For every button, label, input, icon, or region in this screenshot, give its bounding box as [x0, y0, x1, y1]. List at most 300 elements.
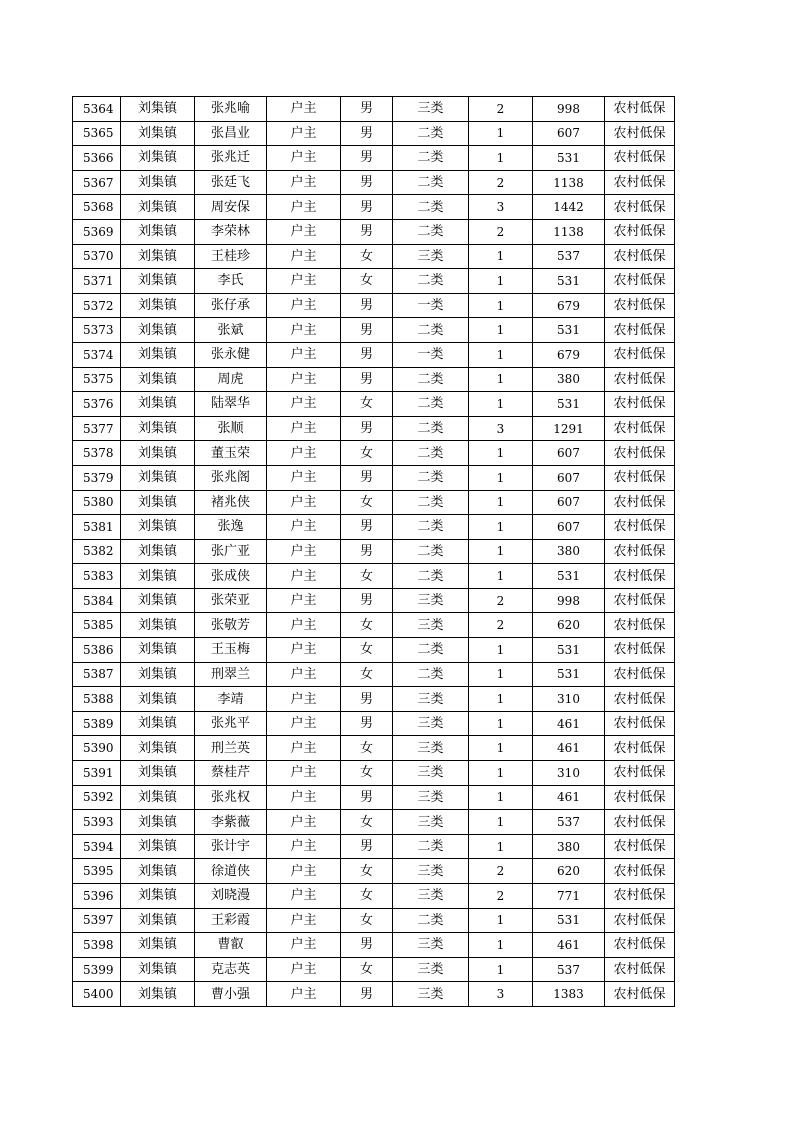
cell-township: 刘集镇	[121, 244, 195, 269]
cell-amount: 679	[533, 342, 605, 367]
cell-household-size: 1	[469, 957, 533, 982]
table-row	[73, 761, 675, 786]
cell-row-id: 5382	[73, 539, 121, 564]
cell-gender: 女	[341, 490, 393, 515]
table-row	[73, 244, 675, 269]
cell-township: 刘集镇	[121, 933, 195, 958]
cell-amount: 1138	[533, 219, 605, 244]
cell-relation: 户主	[267, 933, 341, 958]
cell-township: 刘集镇	[121, 170, 195, 195]
cell-gender: 男	[341, 195, 393, 220]
cell-name: 周安保	[195, 195, 267, 220]
cell-name: 张廷飞	[195, 170, 267, 195]
cell-amount: 607	[533, 121, 605, 146]
cell-household-size: 2	[469, 884, 533, 909]
cell-household-size: 1	[469, 834, 533, 859]
cell-relation: 户主	[267, 465, 341, 490]
cell-relation: 户主	[267, 761, 341, 786]
cell-amount: 531	[533, 146, 605, 171]
cell-category: 三类	[393, 613, 469, 638]
cell-relation: 户主	[267, 342, 341, 367]
cell-assistance-type: 农村低保	[605, 97, 675, 122]
cell-household-size: 1	[469, 465, 533, 490]
cell-category: 二类	[393, 318, 469, 343]
cell-gender: 男	[341, 170, 393, 195]
cell-household-size: 1	[469, 933, 533, 958]
cell-category: 二类	[393, 465, 469, 490]
cell-relation: 户主	[267, 908, 341, 933]
cell-household-size: 1	[469, 392, 533, 417]
cell-relation: 户主	[267, 121, 341, 146]
cell-gender: 女	[341, 662, 393, 687]
cell-gender: 男	[341, 465, 393, 490]
cell-category: 三类	[393, 859, 469, 884]
cell-name: 张计宇	[195, 834, 267, 859]
cell-category: 二类	[393, 490, 469, 515]
cell-amount: 380	[533, 539, 605, 564]
cell-row-id: 5384	[73, 588, 121, 613]
cell-assistance-type: 农村低保	[605, 392, 675, 417]
cell-name: 王玉梅	[195, 638, 267, 663]
cell-category: 二类	[393, 121, 469, 146]
cell-household-size: 1	[469, 785, 533, 810]
cell-category: 二类	[393, 269, 469, 294]
table-row	[73, 908, 675, 933]
cell-assistance-type: 农村低保	[605, 318, 675, 343]
cell-relation: 户主	[267, 219, 341, 244]
cell-relation: 户主	[267, 441, 341, 466]
cell-gender: 女	[341, 564, 393, 589]
table-row	[73, 515, 675, 540]
table-row	[73, 195, 675, 220]
cell-amount: 310	[533, 687, 605, 712]
cell-assistance-type: 农村低保	[605, 269, 675, 294]
table-row	[73, 834, 675, 859]
cell-row-id: 5397	[73, 908, 121, 933]
table-row	[73, 859, 675, 884]
cell-relation: 户主	[267, 564, 341, 589]
cell-township: 刘集镇	[121, 785, 195, 810]
table-row	[73, 465, 675, 490]
cell-gender: 男	[341, 367, 393, 392]
cell-relation: 户主	[267, 146, 341, 171]
cell-name: 克志英	[195, 957, 267, 982]
cell-amount: 771	[533, 884, 605, 909]
cell-amount: 607	[533, 490, 605, 515]
cell-amount: 607	[533, 515, 605, 540]
cell-row-id: 5391	[73, 761, 121, 786]
cell-gender: 女	[341, 441, 393, 466]
cell-amount: 620	[533, 613, 605, 638]
cell-amount: 531	[533, 318, 605, 343]
cell-assistance-type: 农村低保	[605, 195, 675, 220]
cell-gender: 男	[341, 515, 393, 540]
table-row	[73, 219, 675, 244]
cell-row-id: 5378	[73, 441, 121, 466]
cell-name: 张昌业	[195, 121, 267, 146]
cell-gender: 女	[341, 392, 393, 417]
cell-household-size: 1	[469, 908, 533, 933]
cell-township: 刘集镇	[121, 539, 195, 564]
cell-assistance-type: 农村低保	[605, 662, 675, 687]
cell-row-id: 5395	[73, 859, 121, 884]
cell-household-size: 1	[469, 441, 533, 466]
cell-township: 刘集镇	[121, 761, 195, 786]
cell-category: 二类	[393, 564, 469, 589]
cell-assistance-type: 农村低保	[605, 564, 675, 589]
cell-category: 二类	[393, 662, 469, 687]
cell-assistance-type: 农村低保	[605, 416, 675, 441]
cell-assistance-type: 农村低保	[605, 933, 675, 958]
cell-assistance-type: 农村低保	[605, 121, 675, 146]
cell-relation: 户主	[267, 195, 341, 220]
cell-row-id: 5374	[73, 342, 121, 367]
cell-township: 刘集镇	[121, 367, 195, 392]
cell-gender: 女	[341, 613, 393, 638]
cell-gender: 女	[341, 638, 393, 663]
table-row	[73, 884, 675, 909]
cell-name: 王桂珍	[195, 244, 267, 269]
cell-assistance-type: 农村低保	[605, 170, 675, 195]
cell-row-id: 5394	[73, 834, 121, 859]
cell-category: 三类	[393, 957, 469, 982]
cell-township: 刘集镇	[121, 638, 195, 663]
cell-household-size: 1	[469, 121, 533, 146]
cell-amount: 531	[533, 564, 605, 589]
cell-assistance-type: 农村低保	[605, 293, 675, 318]
cell-relation: 户主	[267, 687, 341, 712]
cell-category: 三类	[393, 884, 469, 909]
cell-row-id: 5387	[73, 662, 121, 687]
cell-gender: 女	[341, 269, 393, 294]
cell-amount: 461	[533, 711, 605, 736]
cell-name: 张兆迁	[195, 146, 267, 171]
cell-gender: 男	[341, 834, 393, 859]
cell-category: 二类	[393, 219, 469, 244]
cell-category: 二类	[393, 441, 469, 466]
cell-relation: 户主	[267, 982, 341, 1007]
cell-amount: 531	[533, 269, 605, 294]
cell-household-size: 1	[469, 810, 533, 835]
cell-household-size: 2	[469, 859, 533, 884]
cell-amount: 1442	[533, 195, 605, 220]
cell-amount: 380	[533, 834, 605, 859]
cell-household-size: 1	[469, 761, 533, 786]
cell-household-size: 1	[469, 736, 533, 761]
cell-township: 刘集镇	[121, 465, 195, 490]
cell-row-id: 5400	[73, 982, 121, 1007]
cell-name: 张敬芳	[195, 613, 267, 638]
cell-category: 三类	[393, 687, 469, 712]
cell-amount: 380	[533, 367, 605, 392]
cell-assistance-type: 农村低保	[605, 539, 675, 564]
cell-name: 张顺	[195, 416, 267, 441]
cell-amount: 310	[533, 761, 605, 786]
cell-assistance-type: 农村低保	[605, 908, 675, 933]
cell-relation: 户主	[267, 588, 341, 613]
cell-category: 二类	[393, 908, 469, 933]
cell-amount: 531	[533, 662, 605, 687]
cell-township: 刘集镇	[121, 613, 195, 638]
table-row	[73, 269, 675, 294]
cell-category: 二类	[393, 195, 469, 220]
cell-assistance-type: 农村低保	[605, 884, 675, 909]
cell-row-id: 5366	[73, 146, 121, 171]
cell-amount: 607	[533, 441, 605, 466]
cell-row-id: 5364	[73, 97, 121, 122]
cell-township: 刘集镇	[121, 662, 195, 687]
cell-household-size: 1	[469, 244, 533, 269]
cell-township: 刘集镇	[121, 711, 195, 736]
cell-gender: 男	[341, 219, 393, 244]
cell-township: 刘集镇	[121, 342, 195, 367]
cell-township: 刘集镇	[121, 219, 195, 244]
cell-household-size: 1	[469, 318, 533, 343]
cell-name: 徐道侠	[195, 859, 267, 884]
cell-township: 刘集镇	[121, 810, 195, 835]
cell-township: 刘集镇	[121, 859, 195, 884]
cell-amount: 537	[533, 810, 605, 835]
cell-household-size: 1	[469, 687, 533, 712]
cell-household-size: 2	[469, 97, 533, 122]
cell-gender: 男	[341, 539, 393, 564]
cell-assistance-type: 农村低保	[605, 982, 675, 1007]
cell-category: 二类	[393, 416, 469, 441]
cell-row-id: 5373	[73, 318, 121, 343]
cell-row-id: 5389	[73, 711, 121, 736]
cell-household-size: 1	[469, 711, 533, 736]
cell-name: 王彩霞	[195, 908, 267, 933]
cell-category: 三类	[393, 982, 469, 1007]
table-row	[73, 564, 675, 589]
cell-gender: 男	[341, 416, 393, 441]
cell-township: 刘集镇	[121, 293, 195, 318]
cell-assistance-type: 农村低保	[605, 638, 675, 663]
cell-relation: 户主	[267, 785, 341, 810]
table-row	[73, 367, 675, 392]
cell-name: 张兆喻	[195, 97, 267, 122]
cell-gender: 女	[341, 884, 393, 909]
cell-assistance-type: 农村低保	[605, 785, 675, 810]
cell-relation: 户主	[267, 244, 341, 269]
cell-row-id: 5367	[73, 170, 121, 195]
cell-assistance-type: 农村低保	[605, 367, 675, 392]
table-row	[73, 121, 675, 146]
cell-gender: 男	[341, 146, 393, 171]
cell-township: 刘集镇	[121, 146, 195, 171]
cell-relation: 户主	[267, 293, 341, 318]
cell-name: 董玉荣	[195, 441, 267, 466]
cell-gender: 男	[341, 293, 393, 318]
cell-category: 三类	[393, 588, 469, 613]
cell-assistance-type: 农村低保	[605, 613, 675, 638]
cell-category: 三类	[393, 97, 469, 122]
cell-household-size: 3	[469, 416, 533, 441]
cell-relation: 户主	[267, 97, 341, 122]
table-row	[73, 588, 675, 613]
cell-relation: 户主	[267, 269, 341, 294]
cell-amount: 461	[533, 785, 605, 810]
cell-township: 刘集镇	[121, 416, 195, 441]
cell-name: 张斌	[195, 318, 267, 343]
cell-relation: 户主	[267, 736, 341, 761]
cell-name: 李紫薇	[195, 810, 267, 835]
cell-amount: 679	[533, 293, 605, 318]
table-row	[73, 957, 675, 982]
cell-township: 刘集镇	[121, 515, 195, 540]
cell-township: 刘集镇	[121, 736, 195, 761]
cell-row-id: 5375	[73, 367, 121, 392]
cell-row-id: 5392	[73, 785, 121, 810]
cell-category: 二类	[393, 515, 469, 540]
cell-relation: 户主	[267, 859, 341, 884]
table-row	[73, 662, 675, 687]
cell-assistance-type: 农村低保	[605, 515, 675, 540]
cell-relation: 户主	[267, 711, 341, 736]
cell-name: 刘晓漫	[195, 884, 267, 909]
cell-row-id: 5377	[73, 416, 121, 441]
cell-amount: 620	[533, 859, 605, 884]
cell-gender: 女	[341, 736, 393, 761]
cell-township: 刘集镇	[121, 588, 195, 613]
cell-name: 蔡桂芹	[195, 761, 267, 786]
cell-township: 刘集镇	[121, 121, 195, 146]
table-row	[73, 982, 675, 1007]
table-row	[73, 146, 675, 171]
cell-name: 李荣林	[195, 219, 267, 244]
cell-assistance-type: 农村低保	[605, 687, 675, 712]
cell-gender: 男	[341, 785, 393, 810]
table-row	[73, 392, 675, 417]
table-row	[73, 293, 675, 318]
cell-relation: 户主	[267, 638, 341, 663]
cell-name: 张兆权	[195, 785, 267, 810]
cell-assistance-type: 农村低保	[605, 146, 675, 171]
cell-name: 周虎	[195, 367, 267, 392]
cell-name: 曹小强	[195, 982, 267, 1007]
cell-name: 刑兰英	[195, 736, 267, 761]
cell-name: 张永健	[195, 342, 267, 367]
cell-category: 三类	[393, 785, 469, 810]
cell-household-size: 2	[469, 613, 533, 638]
table-row	[73, 785, 675, 810]
cell-amount: 1383	[533, 982, 605, 1007]
table-row	[73, 539, 675, 564]
cell-assistance-type: 农村低保	[605, 834, 675, 859]
table-row	[73, 170, 675, 195]
cell-row-id: 5381	[73, 515, 121, 540]
cell-category: 二类	[393, 146, 469, 171]
cell-amount: 531	[533, 392, 605, 417]
cell-amount: 461	[533, 736, 605, 761]
cell-township: 刘集镇	[121, 269, 195, 294]
cell-amount: 531	[533, 638, 605, 663]
table-row	[73, 613, 675, 638]
cell-amount: 998	[533, 97, 605, 122]
cell-category: 一类	[393, 293, 469, 318]
cell-name: 张广亚	[195, 539, 267, 564]
table-row	[73, 342, 675, 367]
cell-household-size: 1	[469, 662, 533, 687]
cell-township: 刘集镇	[121, 195, 195, 220]
cell-assistance-type: 农村低保	[605, 465, 675, 490]
cell-name: 陆翠华	[195, 392, 267, 417]
cell-household-size: 1	[469, 539, 533, 564]
cell-category: 二类	[393, 392, 469, 417]
cell-township: 刘集镇	[121, 957, 195, 982]
cell-amount: 607	[533, 465, 605, 490]
cell-row-id: 5372	[73, 293, 121, 318]
cell-gender: 女	[341, 244, 393, 269]
cell-name: 张荣亚	[195, 588, 267, 613]
cell-amount: 531	[533, 908, 605, 933]
table-row	[73, 933, 675, 958]
cell-assistance-type: 农村低保	[605, 441, 675, 466]
cell-name: 李氏	[195, 269, 267, 294]
cell-household-size: 1	[469, 146, 533, 171]
cell-row-id: 5385	[73, 613, 121, 638]
cell-row-id: 5370	[73, 244, 121, 269]
cell-category: 二类	[393, 834, 469, 859]
cell-assistance-type: 农村低保	[605, 588, 675, 613]
cell-assistance-type: 农村低保	[605, 957, 675, 982]
cell-name: 张成侠	[195, 564, 267, 589]
cell-household-size: 1	[469, 564, 533, 589]
cell-gender: 男	[341, 933, 393, 958]
cell-row-id: 5386	[73, 638, 121, 663]
cell-relation: 户主	[267, 416, 341, 441]
cell-amount: 1138	[533, 170, 605, 195]
cell-row-id: 5393	[73, 810, 121, 835]
cell-assistance-type: 农村低保	[605, 219, 675, 244]
cell-name: 刑翠兰	[195, 662, 267, 687]
cell-row-id: 5371	[73, 269, 121, 294]
cell-row-id: 5380	[73, 490, 121, 515]
cell-name: 张兆平	[195, 711, 267, 736]
cell-household-size: 1	[469, 490, 533, 515]
cell-township: 刘集镇	[121, 97, 195, 122]
cell-household-size: 1	[469, 269, 533, 294]
cell-gender: 男	[341, 982, 393, 1007]
cell-row-id: 5383	[73, 564, 121, 589]
table-row	[73, 687, 675, 712]
cell-amount: 537	[533, 244, 605, 269]
cell-amount: 1291	[533, 416, 605, 441]
table-row	[73, 490, 675, 515]
cell-name: 曹叡	[195, 933, 267, 958]
cell-household-size: 1	[469, 293, 533, 318]
cell-relation: 户主	[267, 318, 341, 343]
table-row	[73, 810, 675, 835]
cell-gender: 女	[341, 908, 393, 933]
cell-household-size: 3	[469, 982, 533, 1007]
cell-township: 刘集镇	[121, 884, 195, 909]
cell-gender: 女	[341, 761, 393, 786]
cell-assistance-type: 农村低保	[605, 342, 675, 367]
cell-gender: 男	[341, 342, 393, 367]
cell-household-size: 1	[469, 638, 533, 663]
cell-township: 刘集镇	[121, 441, 195, 466]
cell-row-id: 5396	[73, 884, 121, 909]
cell-gender: 男	[341, 687, 393, 712]
cell-relation: 户主	[267, 367, 341, 392]
cell-row-id: 5365	[73, 121, 121, 146]
table-row	[73, 736, 675, 761]
cell-relation: 户主	[267, 392, 341, 417]
cell-row-id: 5368	[73, 195, 121, 220]
cell-amount: 998	[533, 588, 605, 613]
cell-township: 刘集镇	[121, 564, 195, 589]
